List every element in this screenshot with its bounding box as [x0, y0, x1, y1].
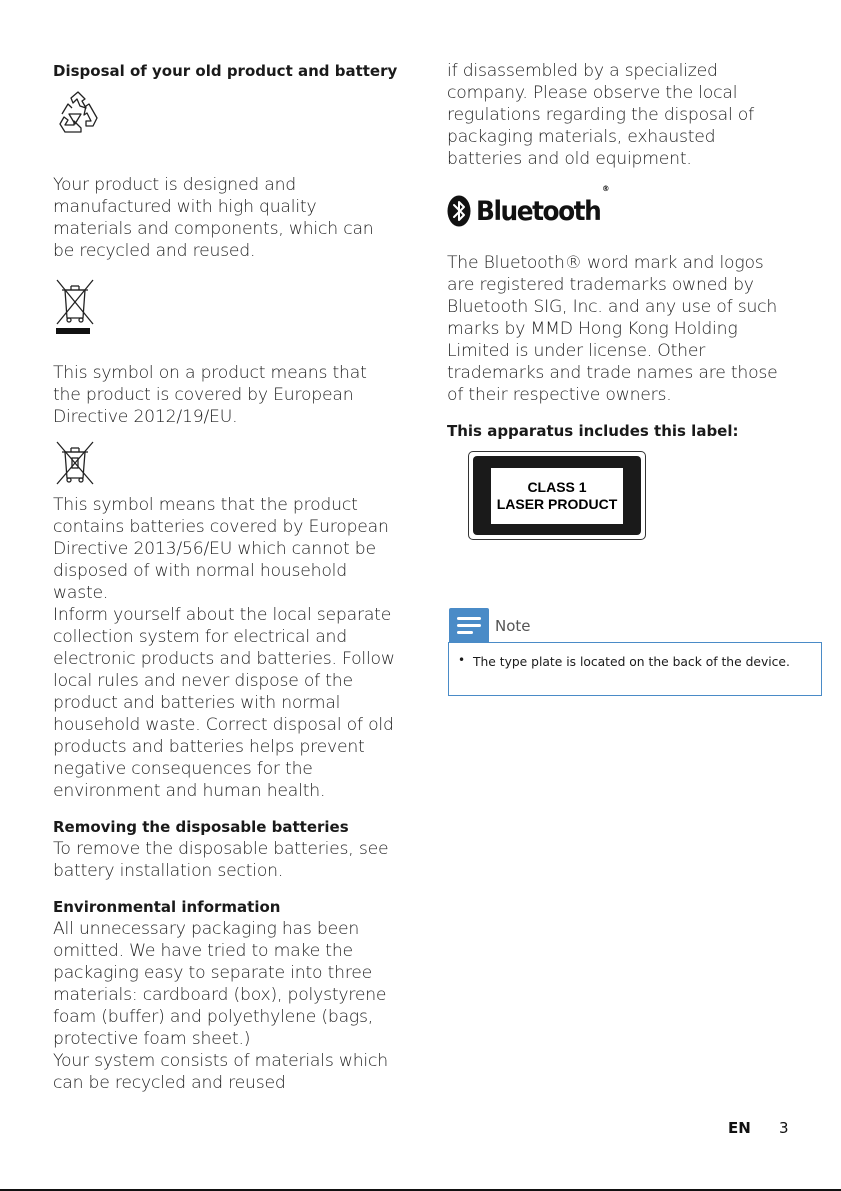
weee-icon-block — [53, 262, 398, 362]
para-designed: Your product is designed and manufactured with high quality materials and components, which can be recycled and reused. — [53, 175, 374, 261]
env-text-2: Your system consists of materials which can be recycled and reused — [53, 1051, 388, 1093]
label-heading: This apparatus includes this label: — [447, 422, 739, 440]
para-symbol-batteries: This symbol means that the product contains batteries covered by European Directive 2013/56/EU which cannot be disposed of with normal household waste. — [53, 495, 389, 603]
note-title: Note — [495, 617, 531, 635]
recycle-icon — [53, 90, 103, 138]
note-box — [448, 642, 822, 696]
right-column — [447, 60, 827, 442]
env-text-1: All unnecessary packaging has been omitted. We have tried to make the packaging easy to separate into three materials: cardboard (box), polystyrene foam (buffer) and polyethylene (bags, protective foam sheet.) — [53, 919, 387, 1049]
laser-label-text — [491, 468, 623, 524]
removing-text: To remove the disposable batteries, see battery installation section. — [53, 839, 389, 881]
note-text: The type plate is located on the back of the device. — [473, 655, 790, 669]
note-icon — [449, 608, 489, 642]
laser-line-2: LASER PRODUCT — [496, 495, 618, 512]
removing-heading: Removing the disposable batteries — [53, 818, 349, 836]
laser-class-label — [468, 451, 646, 540]
bluetooth-trademark-text: The Bluetooth® word mark and logos are registered trademarks owned by Bluetooth SIG, Inc. and any use of such marks by MMD Hong Kong Holding Limited is under license. Other trademarks and trade names are those of their respective owners. — [447, 253, 778, 405]
para-inform: Inform yourself about the local separate collection system for electrical and electronic products and batteries. Follow local rules and never dispose of the product and batteries with normal household waste. Correct disposal of old products and batteries helps prevent negative consequences for the environment and human health. — [53, 605, 395, 801]
battery-weee-icon-block — [53, 428, 398, 494]
laser-label-frame — [473, 456, 641, 535]
page-number: 3 — [779, 1119, 789, 1137]
recycle-icon-block — [53, 82, 398, 174]
crossed-bin-icon — [53, 276, 97, 336]
env-heading: Environmental information — [53, 898, 281, 916]
bluetooth-logo — [447, 183, 827, 228]
note-bullet: • — [458, 653, 466, 667]
bluetooth-wordmark: Bluetooth® — [476, 183, 609, 227]
disposal-heading: Disposal of your old product and battery — [53, 62, 398, 80]
env-continued: if disassembled by a specialized company. Please observe the local regulations regarding the disposal of packaging materials, exhausted batteries and old equipment. — [447, 61, 754, 169]
left-column — [53, 60, 398, 1094]
crossed-bin-battery-icon — [53, 440, 97, 486]
para-symbol-product: This symbol on a product means that the product is covered by European Directive 2012/19/EU. — [53, 363, 367, 427]
bluetooth-icon — [447, 195, 471, 227]
footer-language: EN — [728, 1119, 751, 1137]
laser-line-1: CLASS 1 — [527, 478, 587, 495]
